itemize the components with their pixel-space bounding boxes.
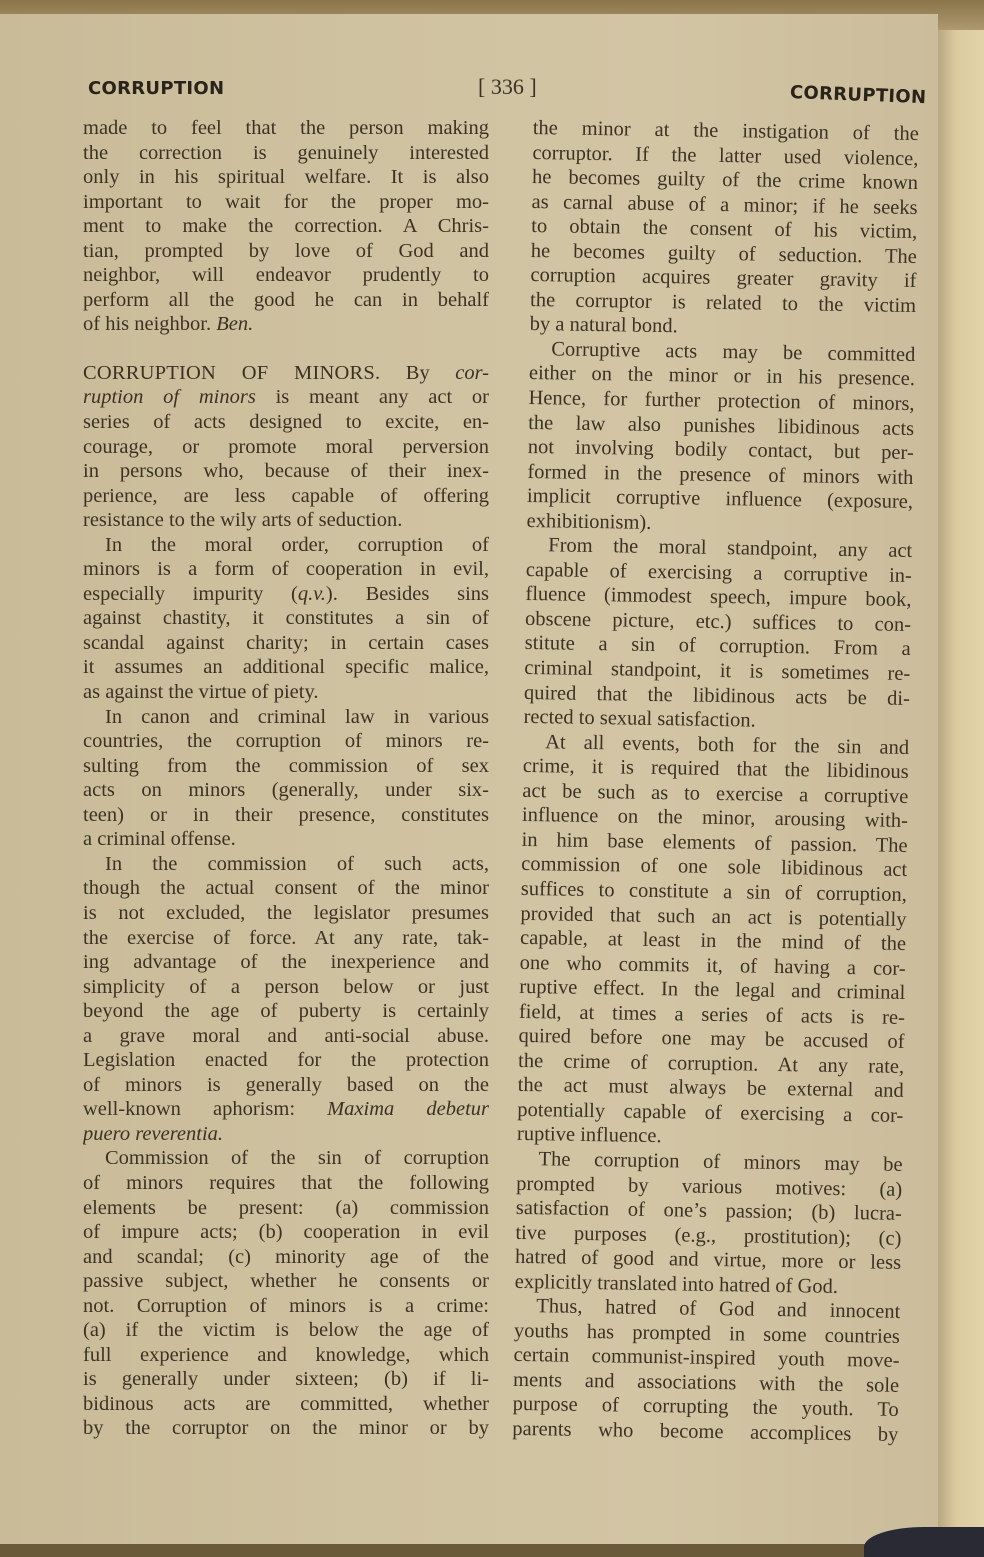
text-line: beyond the age of puberty is certainly [83,1000,489,1023]
text-line: by a natural bond. [529,313,678,338]
text-line: provided that such an act is potentially [520,902,907,931]
text-line: hatred of good and virtue, more or less [514,1246,902,1275]
text-line: The corruption of minors may be [538,1148,903,1176]
author-signature: Ben. [216,313,254,336]
text-line: Corruptive acts may be committed [551,338,916,366]
text-line: teen) or in their presence, constitutes [83,803,489,826]
text-line: quired before one may be accused of [518,1025,905,1054]
text-line: the crime of corruption. At any rate, [517,1049,905,1078]
text-line: courage, or promote moral perversion [83,435,489,458]
text-line: the correction is genuinely interested [83,141,489,164]
text-line: it assumes an additional specific malice, [83,656,489,679]
text-line: In the moral order, corruption of [105,533,489,556]
text-line: ruptive effect. In the legal and criminal [519,976,906,1005]
text-line: neighbor, will endeavor prudently to [83,264,489,287]
latin-aphorism: Maxima debetur [327,1098,489,1121]
text-line: not involving bodily contact, but per- [527,436,914,465]
text-line: as carnal abuse of a minor; if he seeks [531,190,918,219]
text-line: tian, prompted by love of God and [83,239,489,262]
text-line: either on the minor or in his presence. [528,362,916,391]
text-line: elements be present: (a) commission [83,1196,489,1219]
text-line: Hence, for further protection of minors, [528,386,915,416]
next-page-edge [938,30,984,1530]
text-line: parents who become accomplices by [512,1417,899,1446]
text-line: commission of one sole libidinous act [521,853,908,882]
text-line: resistance to the wily arts of seduction. [83,509,403,532]
text-line: ruptive influence. [516,1123,662,1148]
text-line: formed in the presence of minors with [527,460,914,489]
text-line: ing advantage of the inexperience and [83,951,489,974]
text-line: implicit corruptive influence (exposure, [526,485,914,514]
text-line: passive subject, whether he consents or [83,1270,489,1293]
text-line [83,1122,489,1147]
text-line: of minors is generally based on the [83,1073,489,1096]
text-line: influence on the minor, arousing with- [521,804,909,833]
text-line: perience, are less capable of offering [83,484,489,507]
text-line: quired that the libidinous acts be di- [523,681,911,710]
text-line: At all events, both for the sin and [544,730,910,759]
text-line: against chastity, it constitutes a sin of [83,607,489,630]
text-line [83,385,489,410]
text-line: exhibitionism). [526,509,652,534]
text-line: he becomes guilty of the crime known [531,166,919,195]
entry-corruption-of-minors [83,361,489,1441]
text-line: potentially capable of exercising a cor- [517,1098,904,1127]
running-head-right: CORRUPTION [789,82,927,109]
text-line: sulting from the commission of sex [83,754,489,777]
text-line: the corruptor is related to the victim [529,288,917,317]
text-line: of impure acts; (b) cooperation in evil [83,1221,489,1244]
text-line: capable, at least in the mind of the [519,926,907,956]
text-line: he becomes guilty of seduction. The [530,239,918,268]
text-line: From the moral standpoint, any act [548,534,913,563]
text-line: suffices to constitute a sin of corruption, [520,877,907,906]
text-line: is not excluded, the legislator presumes [83,901,489,924]
text-line: In the commission of such acts, [105,852,489,875]
text-line [83,361,489,386]
text-line: field, at times a series of acts is re- [518,1000,906,1029]
text-span: By [405,361,430,384]
text-line: Thus, hatred of God and innocent [536,1295,901,1324]
text-span: is meant any act or [275,386,489,409]
left-column [83,116,489,1441]
latin-aphorism: puero reverentia. [83,1122,224,1145]
right-column [512,116,919,1447]
text-line: a grave moral and anti-social abuse. [83,1024,489,1047]
text-line: full experience and knowledge, which [83,1343,489,1366]
text-line: satisfaction of one’s passion; (b) lucra- [515,1196,902,1225]
text-line: the exercise of force. At any rate, tak- [83,926,489,949]
text-line: prompted by various motives: (a) [516,1172,903,1201]
text-line: made to feel that the person making [83,117,489,139]
text-line: corruptor. If the latter used violence, [532,141,919,170]
running-head-left: CORRUPTION [88,78,225,99]
text-line: obscene picture, etc.) suffices to con- [524,607,912,636]
text-line: only in his spiritual welfare. It is also [83,166,489,189]
text-line: as against the virtue of piety. [83,681,319,704]
text-line: ments and associations with the sole [512,1368,900,1397]
entry-heading: CORRUPTION OF MINORS. [83,361,381,384]
text-line: the act must always be external and [517,1074,904,1103]
text-span: especially impurity ( [83,582,298,605]
text-line: in persons who, because of their inex- [83,460,489,483]
text-span: of his neighbor. [83,313,212,336]
text-line: stitute a sin of corruption. From a [524,632,911,661]
text-line: certain communist-inspired youth move- [513,1344,900,1373]
text-line: ment to make the correction. A Chris- [83,215,489,238]
text-line: series of acts designed to excite, en- [83,411,489,434]
text-line: not. Corruption of minors is a crime: [83,1294,489,1317]
italic-text: ruption of minors [83,386,256,409]
text-line: youths has prompted in some countries [513,1319,901,1348]
text-line: to obtain the consent of his victim, [531,215,918,244]
text-line: explicitly translated into hatred of God. [514,1270,839,1298]
text-line: of minors requires that the following [83,1171,489,1194]
text-span: well-known aphorism: [83,1098,296,1121]
text-line: rected to sexual satisfaction. [523,706,756,732]
text-line: tive purposes (e.g., prostitution); (c) [515,1221,902,1250]
text-line: perform all the good he can in behalf [83,288,489,311]
text-line: though the actual consent of the minor [83,877,489,900]
text-line: criminal standpoint, it is sometimes re- [524,656,911,686]
text-line: purpose of corrupting the youth. To [512,1393,899,1422]
text-line: simplicity of a person below or just [83,975,489,998]
text-line: In canon and criminal law in various [105,705,489,728]
text-line: by the corruptor on the minor or by [83,1417,489,1440]
text-line: Legislation enacted for the protection [83,1049,489,1072]
text-line: act be such as to exercise a corruptive [522,779,909,808]
text-line: one who commits it, of having a cor- [519,951,906,980]
previous-entry-ending [83,116,489,337]
text-line: important to wait for the proper mo- [83,190,489,213]
text-line: fluence (immodest speech, impure book, [525,583,912,612]
text-line: corruption acquires greater gravity if [530,264,917,293]
italic-text: q.v. [297,582,326,605]
text-line: (a) if the victim is below the age of [83,1319,489,1342]
text-line: and scandal; (c) minority age of the [83,1245,489,1268]
text-line [83,582,489,607]
page-number: [ 336 ] [478,74,537,99]
text-line [83,312,489,337]
text-line: the law also punishes libidinous acts [528,411,915,440]
text-line: crime, it is required that the libidinous [522,755,909,784]
text-line: bidinous acts are committed, whether [83,1392,489,1415]
text-line: a criminal offense. [83,828,236,851]
background-corner [864,1527,984,1557]
text-line: the minor at the instigation of the [532,116,919,146]
text-line: is generally under sixteen; (b) if li- [83,1368,489,1391]
text-line [83,1097,489,1122]
text-line: capable of exercising a corruptive in- [525,558,912,587]
italic-text: cor- [455,361,489,384]
text-line: in him base elements of passion. The [521,828,908,857]
text-line: acts on minors (generally, under six- [83,779,489,802]
text-line: scandal against charity; in certain cases [83,631,489,654]
text-line: countries, the corruption of minors re- [83,730,489,753]
text-span: ). Besides sins [325,582,489,605]
text-line: minors is a form of cooperation in evil, [83,558,489,581]
text-line: Commission of the sin of corruption [105,1147,489,1170]
